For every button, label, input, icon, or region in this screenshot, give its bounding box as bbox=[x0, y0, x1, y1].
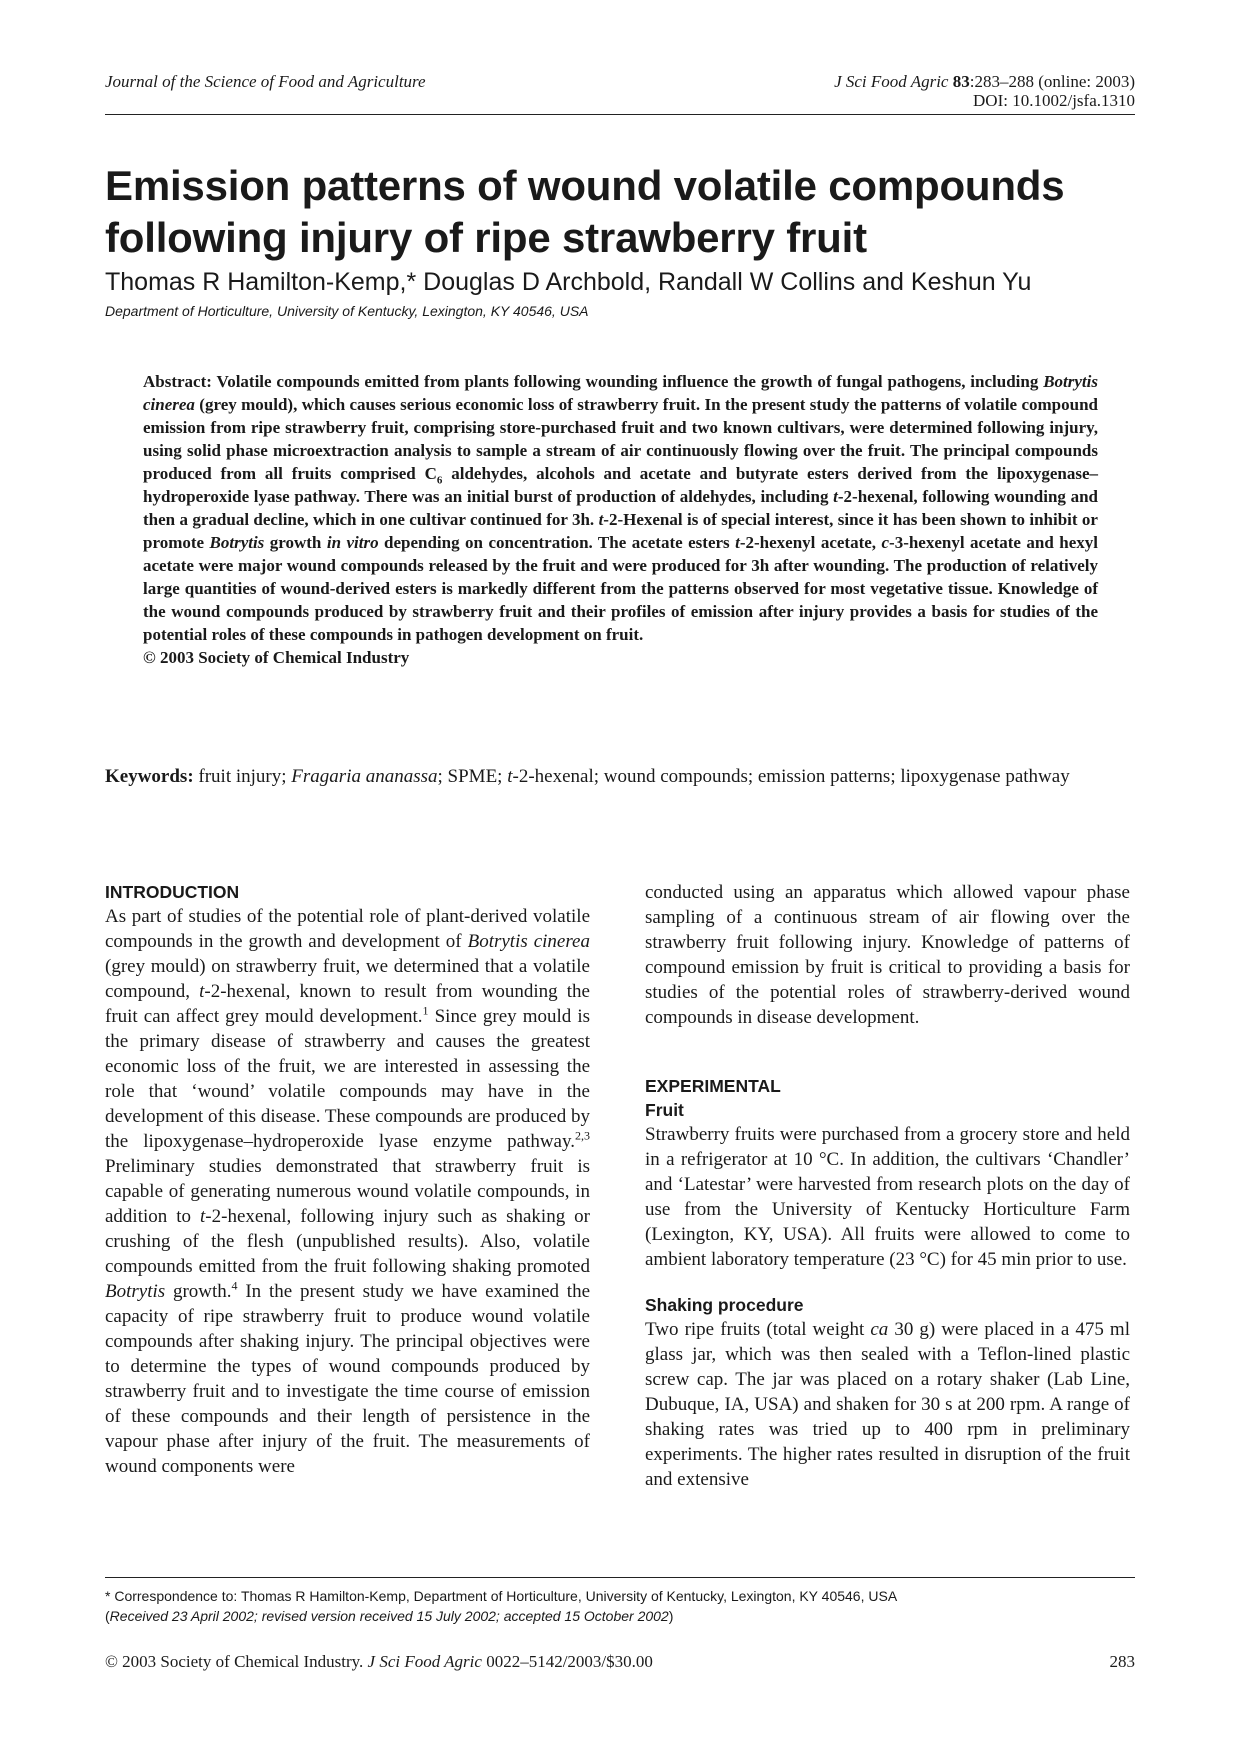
footnote bbox=[105, 1577, 1135, 1626]
footer-issn: 0022–5142/2003/$30.00 bbox=[481, 1652, 653, 1671]
article-title: Emission patterns of wound volatile compounds following injury of ripe strawberry fruit bbox=[105, 162, 1065, 261]
paren: ( bbox=[105, 1608, 110, 1624]
body-text: -2-hexenal, known to result from wounding the fruit can affect grey mould development. bbox=[105, 981, 590, 1027]
keywords-italic: t bbox=[507, 766, 513, 787]
abstract-italic: Botrytis bbox=[209, 533, 265, 552]
citation-journal: J Sci Food Agric bbox=[834, 72, 949, 91]
abstract-italic: t bbox=[833, 487, 838, 506]
keywords-text: -2-hexenal; wound compounds; emission patterns; lipoxygenase pathway bbox=[512, 766, 1070, 787]
reference-link[interactable]: 4 bbox=[231, 1278, 238, 1293]
column-left bbox=[105, 880, 590, 1479]
body-italic: Botrytis bbox=[105, 1281, 166, 1302]
body-italic: t bbox=[200, 1206, 206, 1227]
introduction-continued: conducted using an apparatus which allowed vapour phase sampling of a continuous stream of air flowing over the strawberry fruit following injury. Knowledge of patterns of compound emission by fruit is critical to providing a basis for studies of the potential roles of strawberry-derived wound compounds in disease development. bbox=[645, 882, 1130, 1028]
abstract-text: -2-Hexenal is of special interest, since it has been shown to inhibit or promote bbox=[143, 510, 1098, 552]
reference-link[interactable]: 1 bbox=[422, 1003, 429, 1018]
abstract-text: -2-hexenal, following wounding and then a gradual decline, which in one cultivar continued for 3h. bbox=[143, 487, 1098, 529]
citation-volume: 83 bbox=[952, 72, 970, 91]
citation bbox=[834, 72, 1135, 91]
affiliation: Department of Horticulture, University of Kentucky, Lexington, KY 40546, USA bbox=[105, 303, 589, 319]
body-text: 30 g) were placed in a 475 ml glass jar, which was then sealed with a Teflon-lined plastic screw cap. The jar was placed on a rotary shaker (Lab Line, Dubuque, IA, USA) and shaken for 30 s at 200 rpm. A range of shaking rates was tried up to 400 rpm in preliminary experiments. The higher rates resulted in disruption of the fruit and extensive bbox=[645, 1319, 1130, 1490]
body-italic: ca bbox=[870, 1319, 889, 1340]
body-text: In the present study we have examined the capacity of ripe strawberry fruit to produce wound volatile compounds after shaking injury. The principal objectives were to determine the types of wound compounds produced by strawberry fruit and to investigate the time course of emission of these compounds and their length of persistence in the vapour phase after injury of the fruit. The measurements of wound components were bbox=[105, 1281, 591, 1477]
keywords-label: Keywords: bbox=[105, 766, 194, 787]
column-right bbox=[645, 1074, 1130, 1492]
body-text: growth. bbox=[165, 1281, 232, 1302]
abstract-italic: in vitro bbox=[326, 533, 379, 552]
body-text: Since grey mould is the primary disease of strawberry and causes the greatest economic loss of the fruit, we are interested in assessing the role that ‘wound’ volatile compounds may have in the development of this disease. These compounds are produced by the lipoxygenase–hydroperoxide lyase enzyme pathway. bbox=[105, 1006, 591, 1152]
reference-link[interactable]: 2,3 bbox=[575, 1128, 590, 1143]
abstract-copyright: © 2003 Society of Chemical Industry bbox=[143, 648, 410, 667]
abstract-text: depending on concentration. The acetate esters bbox=[378, 533, 736, 552]
introduction-paragraph bbox=[105, 904, 590, 1479]
keywords-text: ; SPME; bbox=[437, 766, 508, 787]
fruit-paragraph: Strawberry fruits were purchased from a grocery store and held in a refrigerator at 10 °C. In addition, the cultivars ‘Chandler’ and ‘Latestar’ were harvested from research plots on the day of use from the University of Kentucky Horticulture Farm (Lexington, KY, USA). All fruits were allowed to come to ambient laboratory temperature (23 °C) for 45 min prior to use. bbox=[645, 1124, 1130, 1270]
doi: DOI: 10.1002/jsfa.1310 bbox=[973, 91, 1135, 110]
abstract-text: aldehydes, alcohols and acetate and butyrate esters derived from the lipoxygenase–hydroperoxide lyase pathway. There was an initial burst of production of aldehydes, including bbox=[143, 464, 1099, 506]
section-heading-introduction: INTRODUCTION bbox=[105, 882, 240, 902]
abstract-text: Volatile compounds emitted from plants following wounding influence the growth of fungal pathogens, including bbox=[211, 372, 1044, 391]
abstract-text: growth bbox=[264, 533, 327, 552]
keywords-text: fruit injury; bbox=[193, 766, 292, 787]
running-header bbox=[105, 70, 1135, 115]
abstract-text: -3-hexenyl acetate and hexyl acetate were major wound compounds released by the fruit and were produced for 3h after wounding. The production of relatively large quantities of wound-derived esters is markedly different from the patterns observed for most vegetative tissue. Knowledge of the wound compounds produced by strawberry fruit and their profiles of emission after injury provides a basis for studies of the potential roles of these compounds in pathogen development on fruit. bbox=[143, 533, 1099, 644]
section-heading-experimental: EXPERIMENTAL bbox=[645, 1076, 781, 1096]
citation-pages: :283–288 (online: 2003) bbox=[969, 72, 1135, 91]
received-text: Received 23 April 2002; revised version received 15 July 2002; accepted 15 October 2002 bbox=[109, 1608, 669, 1624]
column-right-intro bbox=[645, 880, 1130, 1030]
keywords bbox=[105, 764, 1135, 789]
body-text: (grey mould) on strawberry fruit, we determined that a volatile compound, bbox=[105, 956, 590, 1002]
author-list: Thomas R Hamilton-Kemp,* Douglas D Archbold, Randall W Collins and Keshun Yu bbox=[105, 268, 1032, 296]
journal-name: Journal of the Science of Food and Agriculture bbox=[105, 72, 426, 91]
abstract-italic: c bbox=[881, 533, 890, 552]
paren: ) bbox=[668, 1608, 674, 1624]
abstract-subscript: 6 bbox=[436, 474, 443, 487]
body-text: As part of studies of the potential role of plant-derived volatile compounds in the growth and development of bbox=[105, 906, 590, 952]
subheading-shaking-procedure: Shaking procedure bbox=[645, 1295, 804, 1315]
body-text: Two ripe fruits (total weight bbox=[645, 1319, 871, 1340]
abstract bbox=[143, 370, 1098, 669]
body-text: Preliminary studies demonstrated that strawberry fruit is capable of generating numerous wound volatile compounds, in addition to bbox=[105, 1156, 590, 1227]
abstract-text: (grey mould), which causes serious economic loss of strawberry fruit. In the present study the patterns of volatile compound emission from ripe strawberry fruit, comprising store-purchased fruit and two known cultivars, were determined following injury, using solid phase microextraction analysis to sample a stream of air continuously flowing over the fruit. The principal compounds produced from all fruits comprised C bbox=[143, 395, 1098, 483]
page-footer bbox=[105, 1652, 1135, 1672]
keywords-italic: Fragaria ananassa bbox=[291, 766, 438, 787]
abstract-label: Abstract: bbox=[143, 372, 212, 391]
body-italic: t bbox=[199, 981, 205, 1002]
abstract-italic: t bbox=[598, 510, 604, 529]
abstract-italic: Botrytis cinerea bbox=[143, 372, 1098, 414]
received-dates bbox=[105, 1606, 1135, 1626]
subheading-fruit: Fruit bbox=[645, 1100, 684, 1120]
correspondence-note: * Correspondence to: Thomas R Hamilton-Kemp, Department of Horticulture, University of Kentucky, Lexington, KY 40546, USA bbox=[105, 1588, 898, 1604]
abstract-italic: t bbox=[735, 533, 740, 552]
shaking-paragraph bbox=[645, 1317, 1130, 1492]
abstract-text: -2-hexenyl acetate, bbox=[739, 533, 882, 552]
page-number: 283 bbox=[1109, 1652, 1135, 1671]
citation-block bbox=[834, 72, 1135, 110]
body-italic: Botrytis cinerea bbox=[467, 931, 590, 952]
footer-journal: J Sci Food Agric bbox=[367, 1652, 482, 1671]
footer-copyright: © 2003 Society of Chemical Industry. bbox=[105, 1652, 368, 1671]
body-text: -2-hexenal, following injury such as shaking or crushing of the flesh (unpublished results). Also, volatile compounds emitted from the fruit following shaking promoted bbox=[105, 1206, 590, 1277]
